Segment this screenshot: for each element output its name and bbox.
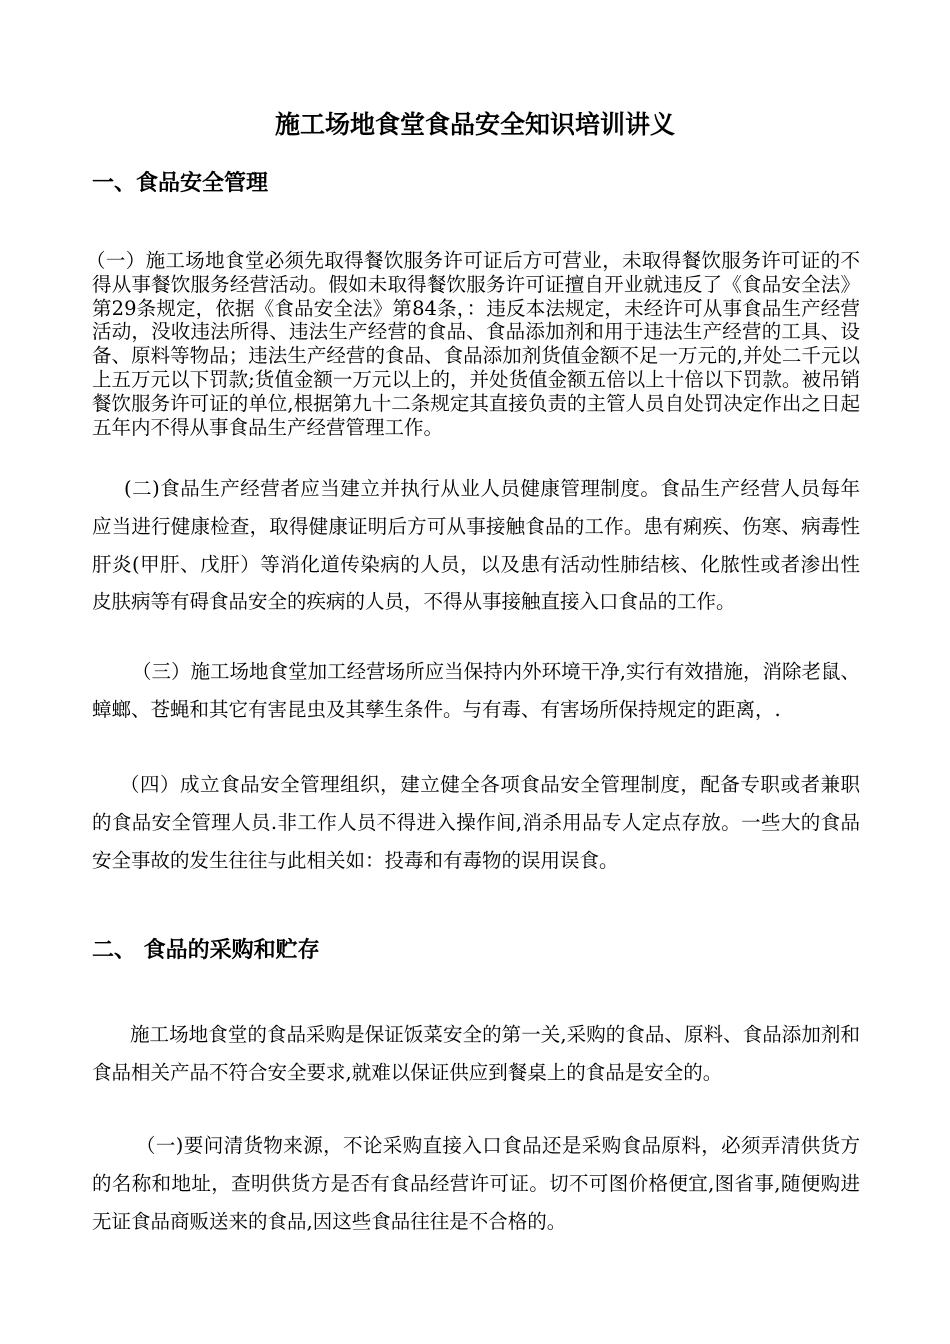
paragraph-safety-organization: （四）成立食品安全管理组织，建立健全各项食品安全管理制度，配备专职或者兼职的食品安全管理人员.非工作人员不得进入操作间,消杀用品专人定点存放。一些大的食品安全事故的发生往往与此相关如：投毒和有毒物的误用误食。 bbox=[92, 773, 860, 872]
document-title: 施工场地食堂食品安全知识培训讲义 bbox=[274, 110, 675, 139]
section-heading-food-safety-management: 一、食品安全管理 bbox=[92, 171, 269, 196]
paragraph-verify-source: （一)要问清货物来源，不论采购直接入口食品还是采购食品原料，必须弄清供货方的名称和地址，查明供货方是否有食品经营许可证。切不可图价格便宜,图省事,随便购进无证食品商贩送来的食品,因这些食品往往是不合格的。 bbox=[92, 1134, 860, 1233]
paragraph-license-requirement: （一）施工场地食堂必须先取得餐饮服务许可证后方可营业，未取得餐饮服务许可证的不得从事餐饮服务经营活动。假如未取得餐饮服务许可证擅自开业就违反了《食品安全法》第29条规定，依据《食品安全法》第84条，：违反本法规定，未经许可从事食品生产经营活动，没收违法所得、违法生产经营的食品、食品添加剂和用于违法生产经营的工具、设备、原料等物品；违法生产经营的食品、食品添加剂货值金额不足一万元的,并处二千元以上五万元以下罚款;货值金额一万元以上的，并处货值金额五倍以上十倍以下罚款。被吊销餐饮服务许可证的单位,根据第九十二条规定其直接负责的主管人员自处罚决定作出之日起五年内不得从事食品生产经营管理工作。 bbox=[86, 249, 860, 439]
paragraph-health-management: (二)食品生产经营者应当建立并执行从业人员健康管理制度。食品生产经营人员每年应当进行健康检查，取得健康证明后方可从事接触食品的工作。患有痢疾、伤寒、病毒性肝炎(甲肝、戊肝）等消化道传染病的人员，以及患有活动性肺结核、化脓性或者渗出性皮肤病等有碍食品安全的疾病的人员，不得从事接触直接入口食品的工作。 bbox=[92, 477, 860, 614]
paragraph-procurement-intro: 施工场地食堂的食品采购是保证饭菜安全的第一关,采购的食品、原料、食品添加剂和食品相关产品不符合安全要求,就难以保证供应到餐桌上的食品是安全的。 bbox=[92, 1023, 860, 1084]
paragraph-environment-hygiene: （三）施工场地食堂加工经营场所应当保持内外环境干净,实行有效措施，消除老鼠、蟑螂、苍蝇和其它有害昆虫及其孳生条件。与有毒、有害场所保持规定的距离，. bbox=[92, 660, 860, 721]
section-heading-procurement-storage: 二、 食品的采购和贮存 bbox=[92, 938, 320, 963]
